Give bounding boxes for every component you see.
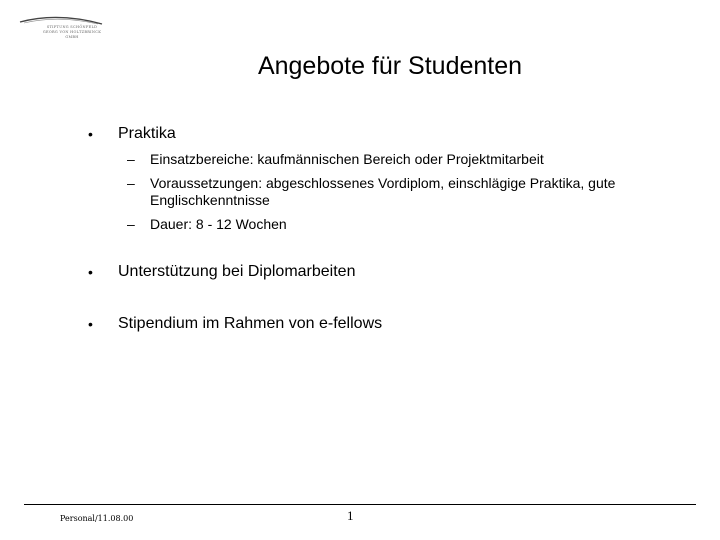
bullet-diplomarbeiten: Unterstützung bei Diplomarbeiten (118, 263, 356, 280)
footer-divider (24, 504, 696, 505)
dash-marker: – (127, 216, 135, 232)
logo-line-1: STIFTUNG SCHÖNFELD (46, 25, 98, 29)
subitem-dauer: Dauer: 8 - 12 Wochen (150, 216, 287, 232)
company-logo (18, 14, 104, 42)
footer-reference: Personal/11.08.00 (60, 514, 134, 523)
subitem-einsatzbereiche: Einsatzbereiche: kaufmännischen Bereich oder Projektmitarbeit (150, 151, 544, 167)
page-number: 1 (347, 508, 354, 523)
slide-title: Angebote für Studenten (257, 52, 523, 80)
logo-line-2: GEORG VON HOLTZBRINCK (42, 30, 102, 34)
logo-line-3: GMBH (65, 35, 79, 39)
subitem-voraussetzungen: Voraussetzungen: abgeschlossenes Vordiplom, einschlägige Praktika, gute Englischkenntnisse (150, 175, 616, 208)
bullet-marker: • (88, 316, 93, 332)
bullet-stipendium: Stipendium im Rahmen von e-fellows (118, 315, 383, 332)
dash-marker: – (127, 151, 135, 167)
dash-marker: – (127, 175, 135, 191)
bullet-marker: • (88, 264, 93, 280)
bullet-marker: • (88, 126, 93, 142)
bullet-praktika: Praktika (118, 125, 176, 142)
